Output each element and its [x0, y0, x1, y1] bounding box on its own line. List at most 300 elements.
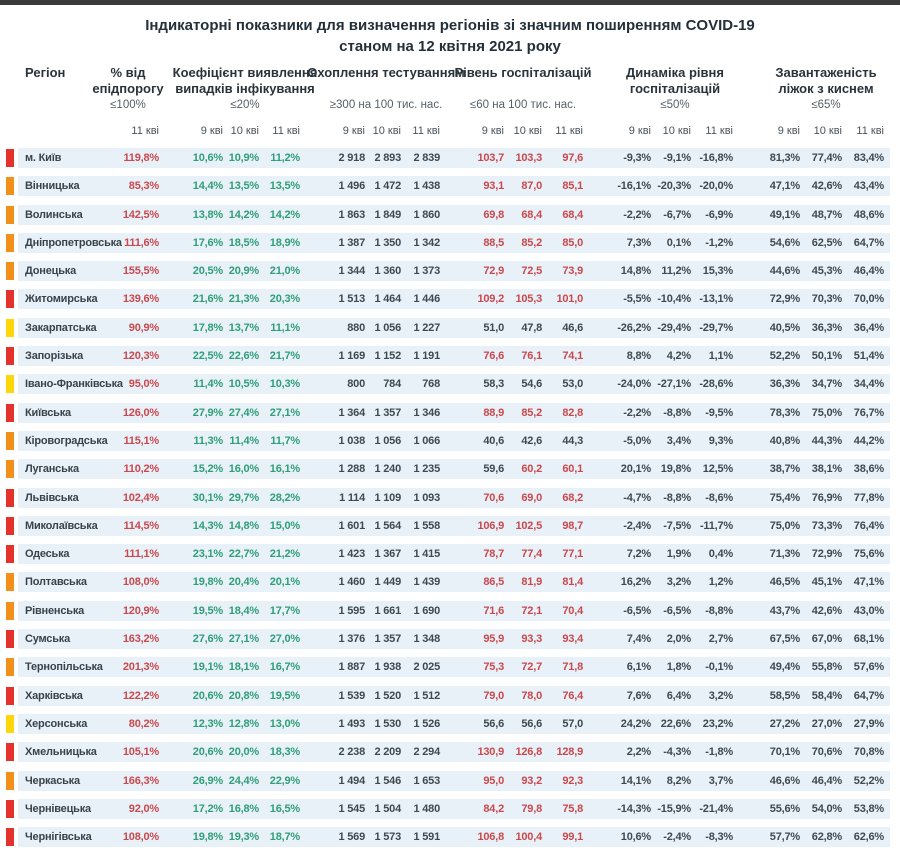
cell-detection-rate: 10,9%	[228, 152, 259, 164]
cell-hospitalization-level: 93,1	[483, 180, 504, 193]
cell-hospitalization-dynamics: -2,4%	[663, 831, 691, 844]
cell-oxygen-bed-occupancy: 75,6%	[853, 548, 884, 561]
cell-detection-rate: 15,2%	[192, 463, 223, 476]
cell-hospitalization-level: 105,3	[515, 293, 542, 306]
cell-epidemic-pct: 163,2%	[122, 633, 159, 646]
region-status-indicator	[6, 347, 14, 365]
cell-detection-rate: 23,1%	[192, 548, 223, 561]
region-status-indicator	[6, 658, 14, 676]
cell-hospitalization-dynamics: 9,3%	[708, 434, 733, 447]
cell-testing-coverage: 2 025	[413, 661, 440, 674]
cell-oxygen-bed-occupancy: 62,6%	[853, 831, 884, 844]
table-row	[0, 459, 890, 479]
cell-detection-rate: 30,1%	[192, 491, 223, 504]
cell-hospitalization-dynamics: -1,8%	[705, 746, 733, 759]
cell-detection-rate: 27,6%	[192, 633, 223, 646]
cell-oxygen-bed-occupancy: 46,5%	[769, 576, 800, 589]
threshold-label: ≤50%	[660, 99, 690, 111]
cell-epidemic-pct: 92,0%	[128, 802, 159, 815]
cell-hospitalization-level: 69,0	[521, 491, 542, 504]
region-name: Харківська	[25, 689, 83, 702]
cell-oxygen-bed-occupancy: 36,3%	[769, 378, 800, 391]
region-name: Луганська	[25, 463, 79, 476]
region-status-indicator	[6, 545, 14, 563]
cell-oxygen-bed-occupancy: 83,4%	[853, 152, 884, 164]
cell-detection-rate: 20,6%	[192, 689, 223, 702]
cell-hospitalization-level: 57,0	[562, 717, 583, 730]
cell-detection-rate: 19,5%	[192, 604, 223, 617]
cell-testing-coverage: 1 546	[374, 774, 401, 787]
region-status-indicator	[6, 715, 14, 733]
cell-hospitalization-dynamics: 1,8%	[666, 661, 691, 674]
cell-oxygen-bed-occupancy: 67,5%	[769, 633, 800, 646]
cell-hospitalization-level: 53,0	[562, 378, 583, 391]
date-label: 9 кві	[481, 125, 504, 137]
cell-testing-coverage: 2 918	[338, 152, 365, 164]
region-status-indicator	[6, 460, 14, 478]
cell-testing-coverage: 1 346	[413, 406, 440, 419]
cell-hospitalization-level: 85,0	[562, 236, 583, 249]
cell-hospitalization-level: 79,0	[483, 689, 504, 702]
cell-oxygen-bed-occupancy: 27,9%	[853, 717, 884, 730]
cell-testing-coverage: 1 938	[374, 661, 401, 674]
cell-hospitalization-level: 106,9	[477, 519, 504, 532]
region-name: Одеська	[25, 548, 70, 561]
cell-detection-rate: 11,7%	[270, 434, 300, 447]
cell-detection-rate: 17,6%	[192, 236, 223, 249]
threshold-label: ≤60 на 100 тис. нас.	[469, 99, 577, 111]
date-label: 10 кві	[513, 125, 542, 137]
cell-hospitalization-level: 95,0	[483, 774, 504, 787]
indicator-cell	[0, 657, 20, 677]
table-row	[0, 233, 890, 253]
cell-oxygen-bed-occupancy: 70,3%	[811, 293, 842, 306]
cell-detection-rate: 20,5%	[192, 265, 223, 278]
cell-hospitalization-level: 97,6	[562, 152, 583, 164]
cell-hospitalization-dynamics: -15,9%	[657, 802, 691, 815]
cell-testing-coverage: 2 893	[374, 152, 401, 164]
cell-hospitalization-level: 76,4	[562, 689, 583, 702]
cell-testing-coverage: 1 109	[374, 491, 401, 504]
cell-hospitalization-level: 77,1	[562, 548, 583, 561]
cell-detection-rate: 20,3%	[269, 293, 300, 306]
cell-hospitalization-dynamics: 23,2%	[702, 717, 733, 730]
cell-detection-rate: 17,2%	[192, 802, 223, 815]
cell-epidemic-pct: 111,1%	[124, 548, 159, 561]
threshold-label: ≤20%	[230, 99, 260, 111]
region-name: Запорізька	[25, 350, 84, 363]
table-row	[0, 742, 890, 762]
cell-epidemic-pct: 155,5%	[122, 265, 159, 278]
region-status-indicator	[6, 206, 14, 224]
cell-detection-rate: 17,8%	[192, 321, 223, 334]
region-status-indicator	[6, 800, 14, 818]
cell-hospitalization-level: 93,3	[521, 633, 542, 646]
region-status-indicator	[6, 262, 14, 280]
region-status-indicator	[6, 630, 14, 648]
cell-testing-coverage: 1 342	[413, 236, 440, 249]
indicator-cell	[0, 205, 20, 225]
cell-detection-rate: 20,6%	[192, 746, 223, 759]
cell-testing-coverage: 1 472	[374, 180, 401, 193]
date-label: 9 кві	[777, 125, 800, 137]
cell-testing-coverage: 1 235	[413, 463, 440, 476]
cell-testing-coverage: 1 348	[413, 633, 440, 646]
date-label: 9 кві	[628, 125, 651, 137]
table-row	[0, 686, 890, 706]
cell-hospitalization-level: 54,6	[521, 378, 542, 391]
region-status-indicator	[6, 517, 14, 535]
threshold-label: ≤65%	[811, 99, 841, 111]
table-row	[0, 374, 890, 394]
cell-oxygen-bed-occupancy: 43,7%	[769, 604, 800, 617]
cell-oxygen-bed-occupancy: 42,6%	[811, 180, 842, 193]
cell-hospitalization-dynamics: -7,5%	[663, 519, 691, 532]
cell-oxygen-bed-occupancy: 67,0%	[811, 633, 842, 646]
indicator-cell	[0, 601, 20, 621]
cell-oxygen-bed-occupancy: 68,1%	[853, 633, 884, 646]
cell-hospitalization-level: 95,9	[483, 633, 504, 646]
cell-detection-rate: 14,2%	[228, 208, 259, 221]
cell-testing-coverage: 1 573	[374, 831, 401, 844]
table-row	[0, 205, 890, 225]
indicator-cell	[0, 742, 20, 762]
cell-hospitalization-level: 82,8	[562, 406, 583, 419]
cell-hospitalization-level: 74,1	[562, 350, 583, 363]
cell-testing-coverage: 1 595	[338, 604, 365, 617]
region-name: Черкаська	[25, 774, 80, 787]
cell-hospitalization-level: 106,8	[477, 831, 504, 844]
cell-hospitalization-level: 58,3	[483, 378, 504, 391]
cell-hospitalization-level: 69,8	[483, 208, 504, 221]
cell-detection-rate: 21,3%	[228, 293, 259, 306]
cell-epidemic-pct: 120,9%	[122, 604, 159, 617]
date-label: 10 кві	[230, 125, 259, 137]
cell-testing-coverage: 1 227	[413, 321, 440, 334]
cell-oxygen-bed-occupancy: 34,4%	[853, 378, 884, 391]
column-group-title: Рівень госпіталізацій	[454, 65, 592, 80]
indicator-cell	[0, 544, 20, 564]
cell-hospitalization-level: 71,8	[562, 661, 583, 674]
cell-detection-rate: 16,1%	[269, 463, 300, 476]
cell-hospitalization-dynamics: -29,4%	[657, 321, 691, 334]
cell-hospitalization-level: 88,5	[483, 236, 504, 249]
table-row	[0, 657, 890, 677]
cell-epidemic-pct: 119,8%	[123, 152, 159, 164]
cell-hospitalization-dynamics: -29,7%	[699, 321, 733, 334]
cell-oxygen-bed-occupancy: 71,3%	[769, 548, 800, 561]
cell-detection-rate: 13,8%	[192, 208, 223, 221]
cell-testing-coverage: 1 504	[374, 802, 401, 815]
table-row	[0, 544, 890, 564]
cell-hospitalization-level: 70,4	[562, 604, 583, 617]
region-name: Кіровоградська	[25, 434, 108, 447]
cell-hospitalization-level: 59,6	[483, 463, 504, 476]
cell-testing-coverage: 1 569	[338, 831, 365, 844]
cell-hospitalization-level: 71,6	[483, 604, 504, 617]
table-row	[0, 431, 890, 451]
cell-hospitalization-level: 72,5	[521, 265, 542, 278]
cell-oxygen-bed-occupancy: 53,8%	[853, 802, 884, 815]
cell-testing-coverage: 1 564	[374, 519, 401, 532]
cell-hospitalization-level: 56,6	[483, 717, 504, 730]
cell-epidemic-pct: 108,0%	[122, 576, 159, 589]
cell-hospitalization-dynamics: 16,2%	[620, 576, 651, 589]
cell-oxygen-bed-occupancy: 77,4%	[811, 152, 842, 164]
cell-oxygen-bed-occupancy: 36,3%	[811, 321, 842, 334]
cell-hospitalization-dynamics: 1,2%	[708, 576, 733, 589]
cell-hospitalization-dynamics: 4,2%	[666, 350, 691, 363]
table-row	[0, 318, 890, 338]
cell-hospitalization-dynamics: -26,2%	[617, 321, 651, 334]
cell-detection-rate: 21,2%	[269, 548, 300, 561]
cell-hospitalization-level: 78,0	[521, 689, 542, 702]
cell-hospitalization-dynamics: -9,5%	[705, 406, 733, 419]
cell-oxygen-bed-occupancy: 46,6%	[769, 774, 800, 787]
cell-detection-rate: 21,6%	[192, 293, 223, 306]
cell-detection-rate: 27,4%	[228, 406, 259, 419]
cell-testing-coverage: 1 494	[338, 774, 365, 787]
region-name: Житомирська	[25, 293, 98, 306]
cell-hospitalization-level: 79,8	[521, 802, 542, 815]
cell-testing-coverage: 1 520	[374, 689, 401, 702]
cell-testing-coverage: 2 839	[413, 152, 440, 164]
region-status-indicator	[6, 234, 14, 252]
region-name: Донецька	[25, 265, 76, 278]
page-title-line1: Індикаторні показники для визначення регіонів зі значним поширенням COVID-19	[145, 17, 755, 34]
cell-oxygen-bed-occupancy: 38,1%	[811, 463, 842, 476]
cell-hospitalization-level: 98,7	[562, 519, 583, 532]
cell-testing-coverage: 1 601	[338, 519, 365, 532]
date-label: 11 кві	[131, 125, 159, 137]
cell-hospitalization-dynamics: 7,6%	[626, 689, 651, 702]
column-group-title: Охоплення тестуванням	[307, 65, 465, 80]
cell-hospitalization-dynamics: 3,2%	[666, 576, 691, 589]
cell-testing-coverage: 1 449	[374, 576, 401, 589]
table-row	[0, 827, 890, 847]
cell-hospitalization-level: 81,4	[562, 576, 583, 589]
cell-detection-rate: 16,5%	[269, 802, 300, 815]
cell-oxygen-bed-occupancy: 51,4%	[853, 350, 884, 363]
region-status-indicator	[6, 828, 14, 846]
cell-epidemic-pct: 122,2%	[122, 689, 159, 702]
cell-hospitalization-level: 40,6	[483, 434, 504, 447]
table-row	[0, 771, 890, 791]
cell-hospitalization-dynamics: -21,4%	[699, 802, 733, 815]
column-group-title: % від епідпорогу	[92, 65, 164, 96]
cell-testing-coverage: 1 169	[338, 350, 365, 363]
cell-detection-rate: 22,6%	[228, 350, 259, 363]
cell-oxygen-bed-occupancy: 70,0%	[853, 293, 884, 306]
cell-detection-rate: 18,1%	[228, 661, 259, 674]
cell-testing-coverage: 1 093	[413, 491, 440, 504]
indicator-cell	[0, 488, 20, 508]
cell-hospitalization-dynamics: 6,1%	[626, 661, 651, 674]
cell-hospitalization-level: 101,0	[556, 293, 583, 306]
cell-hospitalization-dynamics: 3,7%	[708, 774, 733, 787]
cell-hospitalization-level: 85,1	[562, 180, 583, 193]
cell-oxygen-bed-occupancy: 72,9%	[769, 293, 800, 306]
region-name: Дніпропетровська	[25, 236, 122, 249]
cell-testing-coverage: 1 661	[374, 604, 401, 617]
cell-hospitalization-dynamics: 1,9%	[666, 548, 691, 561]
cell-hospitalization-level: 60,1	[562, 463, 583, 476]
cell-oxygen-bed-occupancy: 48,6%	[853, 208, 884, 221]
column-group-title: Завантаженість ліжок з киснем	[775, 65, 877, 96]
cell-testing-coverage: 1 545	[338, 802, 365, 815]
region-name: Чернігівська	[25, 831, 92, 844]
cell-detection-rate: 22,9%	[269, 774, 300, 787]
cell-hospitalization-dynamics: 2,7%	[708, 633, 733, 646]
indicator-cell	[0, 459, 20, 479]
cell-detection-rate: 20,9%	[228, 265, 259, 278]
cell-hospitalization-level: 128,9	[556, 746, 583, 759]
cell-epidemic-pct: 85,3%	[128, 180, 159, 193]
cell-detection-rate: 11,4%	[229, 434, 259, 447]
cell-testing-coverage: 1 056	[374, 321, 401, 334]
table-row	[0, 629, 890, 649]
region-name: Закарпатська	[25, 321, 97, 334]
cell-hospitalization-level: 72,7	[521, 661, 542, 674]
cell-hospitalization-dynamics: -0,1%	[705, 661, 733, 674]
cell-oxygen-bed-occupancy: 44,2%	[853, 434, 884, 447]
cell-detection-rate: 18,4%	[228, 604, 259, 617]
cell-hospitalization-level: 75,3	[483, 661, 504, 674]
cell-testing-coverage: 1 512	[413, 689, 440, 702]
cell-testing-coverage: 1 344	[338, 265, 365, 278]
cell-oxygen-bed-occupancy: 75,0%	[769, 519, 800, 532]
cell-oxygen-bed-occupancy: 49,4%	[769, 661, 800, 674]
region-status-indicator	[6, 772, 14, 790]
cell-oxygen-bed-occupancy: 76,4%	[853, 519, 884, 532]
cell-detection-rate: 13,0%	[269, 717, 300, 730]
region-status-indicator	[6, 432, 14, 450]
cell-detection-rate: 26,9%	[192, 774, 223, 787]
cell-testing-coverage: 1 887	[338, 661, 365, 674]
cell-oxygen-bed-occupancy: 44,3%	[811, 434, 842, 447]
cell-epidemic-pct: 111,6%	[124, 236, 159, 249]
cell-hospitalization-level: 87,0	[521, 180, 542, 193]
date-label: 10 кві	[813, 125, 842, 137]
cell-testing-coverage: 1 357	[374, 406, 401, 419]
cell-epidemic-pct: 80,2%	[128, 717, 159, 730]
cell-hospitalization-dynamics: -20,3%	[657, 180, 691, 193]
cell-detection-rate: 10,6%	[192, 152, 223, 164]
cell-hospitalization-dynamics: 14,8%	[620, 265, 651, 278]
cell-hospitalization-dynamics: 7,2%	[626, 548, 651, 561]
cell-hospitalization-level: 130,9	[477, 746, 504, 759]
cell-hospitalization-dynamics: 3,4%	[666, 434, 691, 447]
cell-hospitalization-dynamics: -27,1%	[657, 378, 691, 391]
cell-oxygen-bed-occupancy: 58,4%	[811, 689, 842, 702]
cell-hospitalization-level: 68,4	[521, 208, 542, 221]
cell-hospitalization-dynamics: 1,1%	[708, 350, 733, 363]
cell-hospitalization-dynamics: -2,4%	[623, 519, 651, 532]
cell-testing-coverage: 768	[422, 378, 440, 391]
cell-oxygen-bed-occupancy: 45,1%	[811, 576, 842, 589]
cell-hospitalization-level: 93,2	[521, 774, 542, 787]
cell-oxygen-bed-occupancy: 40,8%	[769, 434, 800, 447]
cell-hospitalization-dynamics: -14,3%	[617, 802, 651, 815]
cell-oxygen-bed-occupancy: 46,4%	[811, 774, 842, 787]
indicator-cell	[0, 403, 20, 423]
indicator-cell	[0, 714, 20, 734]
column-group-hospitalization-dynamics	[615, 65, 735, 111]
cell-oxygen-bed-occupancy: 38,6%	[853, 463, 884, 476]
cell-hospitalization-dynamics: -28,6%	[699, 378, 733, 391]
cell-oxygen-bed-occupancy: 70,8%	[853, 746, 884, 759]
cell-hospitalization-dynamics: 0,4%	[708, 548, 733, 561]
indicator-cell	[0, 771, 20, 791]
cell-testing-coverage: 1 373	[413, 265, 440, 278]
region-status-indicator	[6, 149, 14, 167]
region-name: м. Київ	[25, 152, 62, 164]
cell-detection-rate: 17,7%	[269, 604, 300, 617]
cell-detection-rate: 11,3%	[193, 434, 223, 447]
cell-hospitalization-dynamics: -2,2%	[623, 208, 651, 221]
cell-epidemic-pct: 201,3%	[122, 661, 159, 674]
cell-oxygen-bed-occupancy: 62,8%	[811, 831, 842, 844]
cell-testing-coverage: 1 038	[338, 434, 365, 447]
cell-testing-coverage: 1 350	[374, 236, 401, 249]
cell-detection-rate: 19,5%	[269, 689, 300, 702]
cell-oxygen-bed-occupancy: 70,6%	[811, 746, 842, 759]
table-row	[0, 261, 890, 281]
cell-hospitalization-level: 76,6	[483, 350, 504, 363]
cell-testing-coverage: 1 376	[338, 633, 365, 646]
cell-testing-coverage: 1 152	[374, 350, 401, 363]
cell-testing-coverage: 1 423	[338, 548, 365, 561]
cell-detection-rate: 27,1%	[228, 633, 259, 646]
cell-epidemic-pct: 142,5%	[122, 208, 159, 221]
cell-testing-coverage: 1 690	[413, 604, 440, 617]
cell-hospitalization-dynamics: -16,8%	[699, 152, 733, 164]
cell-oxygen-bed-occupancy: 58,5%	[769, 689, 800, 702]
cell-hospitalization-dynamics: 7,4%	[626, 633, 651, 646]
cell-hospitalization-dynamics: 12,5%	[702, 463, 733, 476]
region-status-indicator	[6, 573, 14, 591]
cell-hospitalization-dynamics: 7,3%	[626, 236, 651, 249]
cell-oxygen-bed-occupancy: 49,1%	[769, 208, 800, 221]
cell-hospitalization-dynamics: -8,8%	[663, 491, 691, 504]
cell-testing-coverage: 1 539	[338, 689, 365, 702]
cell-hospitalization-dynamics: -6,9%	[705, 208, 733, 221]
cell-detection-rate: 13,5%	[269, 180, 300, 193]
cell-epidemic-pct: 114,5%	[123, 519, 159, 532]
cell-hospitalization-dynamics: -8,3%	[705, 831, 733, 844]
cell-hospitalization-level: 72,1	[521, 604, 542, 617]
cell-testing-coverage: 1 364	[338, 406, 365, 419]
cell-hospitalization-level: 81,9	[521, 576, 542, 589]
cell-epidemic-pct: 126,0%	[122, 406, 159, 419]
cell-hospitalization-level: 51,0	[483, 321, 504, 334]
date-label: 11 кві	[412, 125, 440, 137]
cell-detection-rate: 20,4%	[228, 576, 259, 589]
cell-detection-rate: 12,3%	[192, 717, 223, 730]
cell-hospitalization-dynamics: -16,1%	[617, 180, 651, 193]
cell-hospitalization-level: 56,6	[521, 717, 542, 730]
table-row	[0, 346, 890, 366]
cell-oxygen-bed-occupancy: 43,0%	[853, 604, 884, 617]
table-row	[0, 176, 890, 196]
cell-testing-coverage: 1 438	[413, 180, 440, 193]
cell-oxygen-bed-occupancy: 54,6%	[769, 236, 800, 249]
indicator-cell	[0, 827, 20, 847]
cell-oxygen-bed-occupancy: 47,1%	[853, 576, 884, 589]
cell-oxygen-bed-occupancy: 52,2%	[769, 350, 800, 363]
top-bar	[0, 0, 900, 5]
cell-testing-coverage: 800	[347, 378, 365, 391]
